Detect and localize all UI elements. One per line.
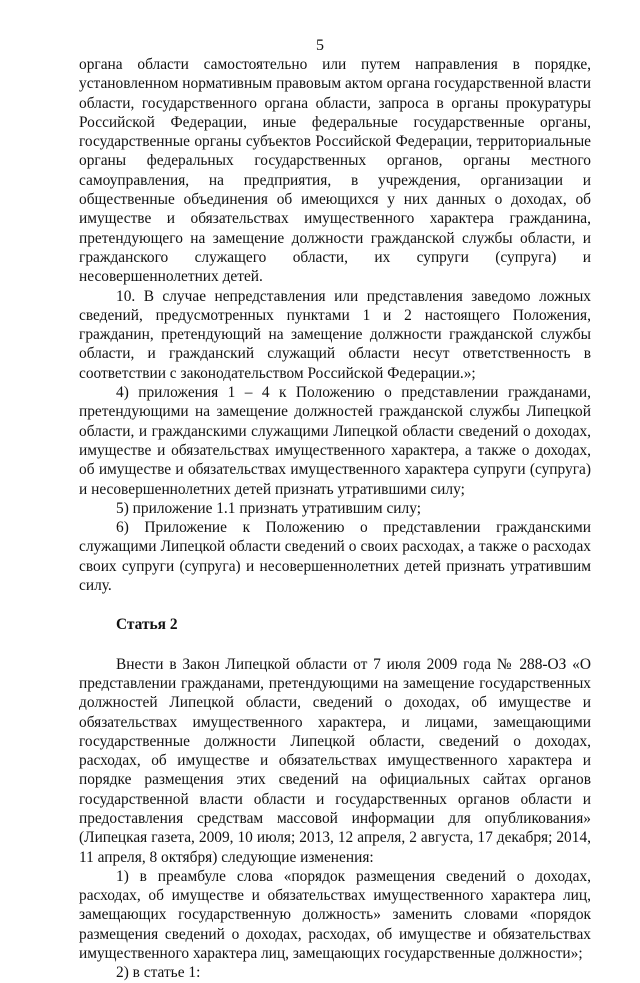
paragraph-amendment-1: 1) в преамбуле слова «порядок размещения сведений о доходах, расходах, об имуществе и обязательствах имущественного характера лиц, замещающих государственную должность» заменить словами «порядок размещения сведений о доходах, расходах, об имуществе и обязательствах имущественного характера лиц, замещающих государственные должности»; bbox=[79, 867, 591, 963]
article-heading: Статья 2 bbox=[116, 616, 178, 634]
page-number: 5 bbox=[316, 37, 324, 54]
paragraph-item-4: 4) приложения 1 – 4 к Положению о представлении гражданами, претендующими на замещение должностей гражданской службы Липецкой области, и гражданскими служащими Липецкой области сведений о доходах, имуществе и обязательствах имущественного характера, а также о доходах, об имуществе и обязательствах имущественного характера супруги (супруга) и несовершеннолетних детей признать утратившими силу; bbox=[79, 384, 591, 498]
paragraph-amendment-2: 2) в статье 1: bbox=[116, 964, 201, 982]
document-body bbox=[79, 55, 591, 983]
paragraph-article-2-intro: Внести в Закон Липецкой области от 7 июля 2009 года № 288-ОЗ «О представлении гражданами, претендующими на замещение государственных должностей Липецкой области, сведений о доходах, об имуществе и обязательствах имущественного характера, и лицами, замещающими государственные должности Липецкой области, сведений о доходах, расходах, об имуществе и обязательствах имущественного характера и порядке размещения этих сведений на официальных сайтах органов государственной власти области и государственных органов области и предоставления средствам массовой информации для опубликования» (Липецкая газета, 2009, 10 июля; 2013, 12 апреля, 2 августа, 17 декабря; 2014, 11 апреля, 8 октября) следующие изменения: bbox=[79, 655, 591, 866]
paragraph-continuation: органа области самостоятельно или путем направления в порядке, установленном нормативным правовым актом органа государственной власти области, государственного органа области, запроса в органы прокуратуры Российской Федерации, иные федеральные государственные органы, государственные органы субъектов Российской Федерации, территориальные органы федеральных государственных органов, органы местного самоуправления, на предприятия, в учреждения, организации и общественные объединения об имеющихся у них данных о доходах, об имуществе и обязательствах имущественного характера гражданина, претендующего на замещение должности гражданской службы области, и гражданского служащего области, их супруги (супруга) и несовершеннолетних детей. bbox=[79, 56, 591, 286]
paragraph-item-6: 6) Приложение к Положению о представлении гражданскими служащими Липецкой области сведений о своих расходах, а также о расходах своих супруги (супруга) и несовершеннолетних детей признать утратившим силу. bbox=[79, 519, 591, 595]
paragraphs-top bbox=[79, 55, 591, 595]
paragraph-item-5: 5) приложение 1.1 признать утратившим силу; bbox=[116, 499, 421, 517]
paragraphs-bottom bbox=[79, 655, 591, 983]
paragraph-item-10: 10. В случае непредставления или представления заведомо ложных сведений, предусмотренных пунктами 1 и 2 настоящего Положения, гражданин, претендующий на замещение должности гражданской службы области, и гражданский служащий области несут ответственность в соответствии с законодательством Российской Федерации.»; bbox=[79, 287, 591, 382]
